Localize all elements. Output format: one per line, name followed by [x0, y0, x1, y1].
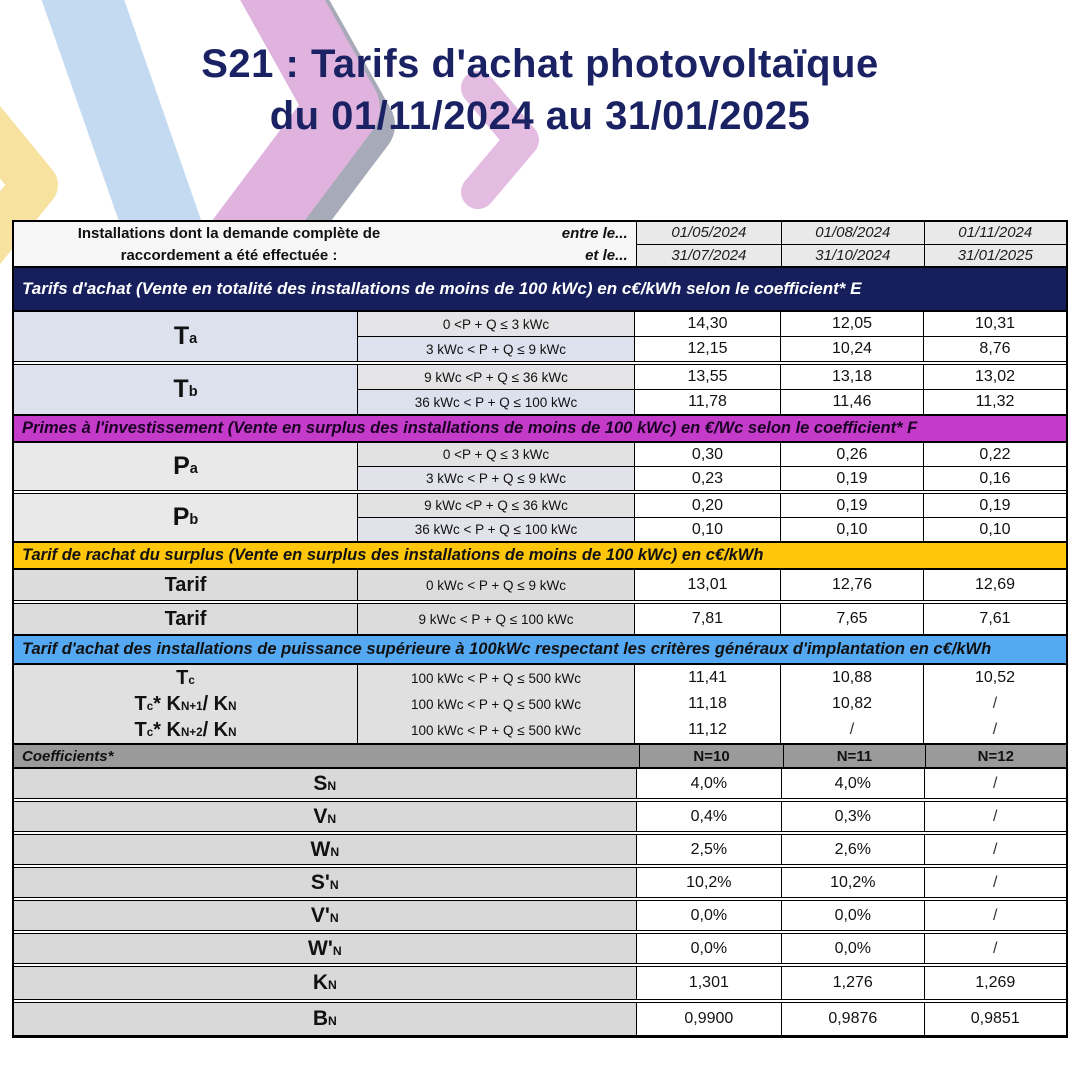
value-cell: 2,5% [637, 835, 782, 864]
label-subscript: c [146, 699, 154, 713]
power-range-cell: 0 kWc < P + Q ≤ 9 kWc [358, 570, 635, 600]
period-from: 01/08/2024 [782, 222, 923, 245]
coefficient-label-cell [14, 1003, 637, 1035]
label-text: W' [308, 936, 333, 960]
label-subscript: a [189, 331, 198, 348]
group-label-cell [14, 494, 358, 541]
group-rows [358, 691, 1066, 717]
power-range-cell: 36 kWc < P + Q ≤ 100 kWc [358, 390, 635, 414]
value-cell: 10,2% [637, 868, 782, 897]
coefficient-n-header: N=12 [926, 745, 1066, 767]
label-subscript: N+1 [180, 699, 203, 713]
value-cell: 13,18 [781, 365, 924, 389]
tariff-group [14, 312, 1066, 361]
value-cell: 13,02 [924, 365, 1066, 389]
value-cell: 12,76 [781, 570, 924, 600]
value-cell: / [925, 802, 1066, 831]
group-rows [358, 604, 1066, 634]
label-text: P [173, 452, 190, 480]
value-cell: 11,12 [635, 717, 781, 743]
table-row [358, 443, 1066, 466]
coefficients-header-row [14, 743, 1066, 769]
label-subscript: N [330, 844, 340, 859]
value-cell: 0,0% [637, 934, 782, 963]
header-line-2 [14, 244, 636, 266]
header-entre-label: entre le... [561, 224, 628, 242]
value-cell: 11,46 [781, 390, 924, 414]
coefficient-n-header: N=11 [784, 745, 925, 767]
label-text: K [312, 971, 328, 994]
label-subscript: c [146, 725, 154, 739]
label-text: T [173, 375, 189, 403]
power-range-cell: 100 kWc < P + Q ≤ 500 kWc [358, 691, 635, 717]
label-text: T [173, 322, 190, 350]
value-cell: 11,18 [635, 691, 781, 717]
value-cell: 1,269 [925, 967, 1066, 999]
group-rows [358, 665, 1066, 691]
label-subscript: a [189, 461, 198, 478]
label-text: W [310, 837, 331, 861]
value-cell: 0,10 [924, 518, 1066, 541]
value-cell: 7,65 [781, 604, 924, 634]
section-band: Tarifs d'achat (Vente en totalité des installations de moins de 100 kWc) en c€/kWh selon le coefficient* E [14, 266, 1066, 312]
label-text: Tarif [164, 573, 207, 596]
page-title [0, 38, 1080, 142]
value-cell: / [924, 717, 1066, 743]
coefficients-header-label: Coefficients* [14, 745, 640, 767]
group-rows [358, 312, 1066, 361]
label-subscript: N [228, 725, 237, 739]
section-band: Tarif d'achat des installations de puissance supérieure à 100kWc respectant les critères généraux d'implantation en c€/kWh [14, 634, 1066, 665]
value-cell: 0,20 [635, 494, 781, 517]
label-subscript: b [189, 512, 199, 529]
period-cell [782, 222, 924, 266]
value-cell: 0,9900 [637, 1003, 782, 1035]
header-left-cell [14, 222, 637, 266]
tariff-group [14, 443, 1066, 490]
value-cell: 4,0% [637, 769, 782, 798]
table-row [358, 604, 1066, 634]
label-subscript: N [327, 811, 337, 826]
label-subscript: c [188, 673, 195, 687]
value-cell: 10,31 [924, 312, 1066, 336]
value-cell: 12,15 [635, 337, 781, 361]
value-cell: 7,61 [924, 604, 1066, 634]
value-cell: 11,41 [635, 665, 781, 691]
period-to: 31/10/2024 [815, 246, 891, 264]
header-left-text-2: raccordement a été effectuée : [120, 246, 338, 264]
power-range-cell: 0 <P + Q ≤ 3 kWc [358, 312, 635, 336]
value-cell: 0,4% [637, 802, 782, 831]
table-row [358, 389, 1066, 414]
group-rows [358, 570, 1066, 600]
value-cell: / [924, 691, 1066, 717]
tariff-group [14, 691, 1066, 717]
label-subscript: N [329, 910, 339, 925]
period-from: 01/05/2024 [637, 222, 781, 245]
value-cell: 0,3% [782, 802, 924, 831]
power-range-cell: 9 kWc <P + Q ≤ 36 kWc [358, 365, 635, 389]
group-rows [358, 494, 1066, 541]
group-label-cell [14, 665, 358, 691]
group-rows [358, 443, 1066, 490]
label-text: Tarif [164, 607, 207, 630]
label-text: * K [153, 718, 181, 741]
table-row [358, 466, 1066, 490]
period-from: 01/11/2024 [925, 222, 1066, 245]
label-text: T [134, 718, 147, 741]
value-cell: / [925, 769, 1066, 798]
coefficient-row [14, 864, 1066, 897]
value-cell: 10,88 [781, 665, 924, 691]
coefficient-label-cell [14, 769, 637, 798]
tariff-table [12, 220, 1068, 1038]
header-left-text-1: Installations dont la demande complète de [77, 224, 381, 242]
value-cell: / [925, 835, 1066, 864]
value-cell: 0,22 [924, 443, 1066, 466]
tariff-group [14, 600, 1066, 634]
coefficient-label-cell [14, 835, 637, 864]
value-cell: 11,78 [635, 390, 781, 414]
value-cell: / [925, 934, 1066, 963]
table-row [358, 365, 1066, 389]
group-rows [358, 365, 1066, 414]
power-range-cell: 3 kWc < P + Q ≤ 9 kWc [358, 467, 635, 490]
coefficient-label-cell [14, 967, 637, 999]
value-cell: 2,6% [782, 835, 924, 864]
power-range-cell: 36 kWc < P + Q ≤ 100 kWc [358, 518, 635, 541]
table-row [358, 570, 1066, 600]
coefficient-row [14, 999, 1066, 1035]
value-cell: 0,0% [637, 901, 782, 930]
table-row [358, 665, 1066, 691]
label-text: V [313, 804, 328, 828]
power-range-cell: 100 kWc < P + Q ≤ 500 kWc [358, 665, 635, 691]
label-subscript: N [228, 699, 237, 713]
value-cell: 0,16 [924, 467, 1066, 490]
group-label-cell [14, 604, 358, 634]
label-subscript: N [329, 877, 339, 892]
power-range-cell: 0 <P + Q ≤ 3 kWc [358, 443, 635, 466]
header-line-1 [14, 222, 636, 244]
value-cell: 7,81 [635, 604, 781, 634]
value-cell: 0,23 [635, 467, 781, 490]
label-subscript: N+2 [180, 725, 203, 739]
label-subscript: N [332, 943, 342, 958]
value-cell: 0,30 [635, 443, 781, 466]
value-cell: 1,301 [637, 967, 782, 999]
label-text: V' [310, 903, 330, 927]
power-range-cell: 9 kWc < P + Q ≤ 100 kWc [358, 604, 635, 634]
value-cell: 0,19 [781, 494, 924, 517]
section-band: Primes à l'investissement (Vente en surplus des installations de moins de 100 kWc) en €/Wc selon le coefficient* F [14, 414, 1066, 443]
group-label-cell [14, 570, 358, 600]
power-range-cell: 9 kWc <P + Q ≤ 36 kWc [358, 494, 635, 517]
coefficient-row [14, 798, 1066, 831]
value-cell: 10,2% [782, 868, 924, 897]
power-range-cell: 100 kWc < P + Q ≤ 500 kWc [358, 717, 635, 743]
value-cell: 0,0% [782, 901, 924, 930]
group-label-cell [14, 365, 358, 414]
table-row [358, 494, 1066, 517]
table-row [358, 312, 1066, 336]
label-text: T [176, 666, 189, 689]
table-row [358, 691, 1066, 717]
value-cell: 14,30 [635, 312, 781, 336]
label-text: / K [202, 718, 229, 741]
coefficient-row [14, 897, 1066, 930]
label-subscript: N [328, 1014, 337, 1029]
header-et-label: et le... [585, 246, 628, 264]
value-cell: 12,69 [924, 570, 1066, 600]
table-row [358, 336, 1066, 361]
group-label-cell [14, 443, 358, 490]
label-text: B [312, 1007, 328, 1030]
coefficient-n-header: N=10 [640, 745, 784, 767]
tariff-group [14, 665, 1066, 691]
label-text: / K [202, 692, 229, 715]
coefficient-row [14, 831, 1066, 864]
value-cell: 0,10 [781, 518, 924, 541]
label-text: * K [153, 692, 181, 715]
label-subscript: N [328, 978, 337, 993]
value-cell: 0,9851 [925, 1003, 1066, 1035]
page-title-line1: S21 : Tarifs d'achat photovoltaïque [201, 42, 879, 86]
value-cell: 11,32 [924, 390, 1066, 414]
value-cell: 0,26 [781, 443, 924, 466]
label-subscript: N [327, 778, 337, 793]
label-text: P [172, 503, 190, 531]
period-to: 31/01/2025 [957, 246, 1033, 264]
value-cell: 10,82 [781, 691, 924, 717]
value-cell: 0,0% [782, 934, 924, 963]
coefficient-label-cell [14, 868, 637, 897]
group-label-cell [14, 312, 358, 361]
page-title-line2: du 01/11/2024 au 31/01/2025 [269, 94, 811, 138]
tariff-group [14, 490, 1066, 541]
value-cell: 10,24 [781, 337, 924, 361]
table-header-row [14, 222, 1066, 266]
coefficient-label-cell [14, 901, 637, 930]
group-rows [358, 717, 1066, 743]
value-cell: 12,05 [781, 312, 924, 336]
tariff-group [14, 717, 1066, 743]
period-cell [637, 222, 782, 266]
label-text: T [134, 692, 147, 715]
label-text: S' [310, 870, 330, 894]
period-to: 31/07/2024 [671, 246, 747, 264]
value-cell: / [925, 901, 1066, 930]
value-cell: 4,0% [782, 769, 924, 798]
value-cell: 0,19 [924, 494, 1066, 517]
value-cell: / [925, 868, 1066, 897]
group-label-cell [14, 691, 358, 717]
coefficient-row [14, 930, 1066, 963]
value-cell: 1,276 [782, 967, 924, 999]
value-cell: 13,55 [635, 365, 781, 389]
tariff-group [14, 570, 1066, 600]
power-range-cell: 3 kWc < P + Q ≤ 9 kWc [358, 337, 635, 361]
value-cell: 13,01 [635, 570, 781, 600]
period-cell [925, 222, 1066, 266]
value-cell: / [781, 717, 924, 743]
section-band: Tarif de rachat du surplus (Vente en surplus des installations de moins de 100 kWc) en c€/kWh [14, 541, 1066, 570]
table-row [358, 517, 1066, 541]
table-row [358, 717, 1066, 743]
value-cell: 0,19 [781, 467, 924, 490]
value-cell: 8,76 [924, 337, 1066, 361]
coefficient-row [14, 963, 1066, 999]
value-cell: 0,10 [635, 518, 781, 541]
coefficient-label-cell [14, 934, 637, 963]
label-subscript: b [188, 384, 198, 401]
value-cell: 10,52 [924, 665, 1066, 691]
group-label-cell [14, 717, 358, 743]
tariff-group [14, 361, 1066, 414]
coefficient-label-cell [14, 802, 637, 831]
label-text: S [313, 771, 328, 795]
coefficient-row [14, 769, 1066, 798]
value-cell: 0,9876 [782, 1003, 924, 1035]
